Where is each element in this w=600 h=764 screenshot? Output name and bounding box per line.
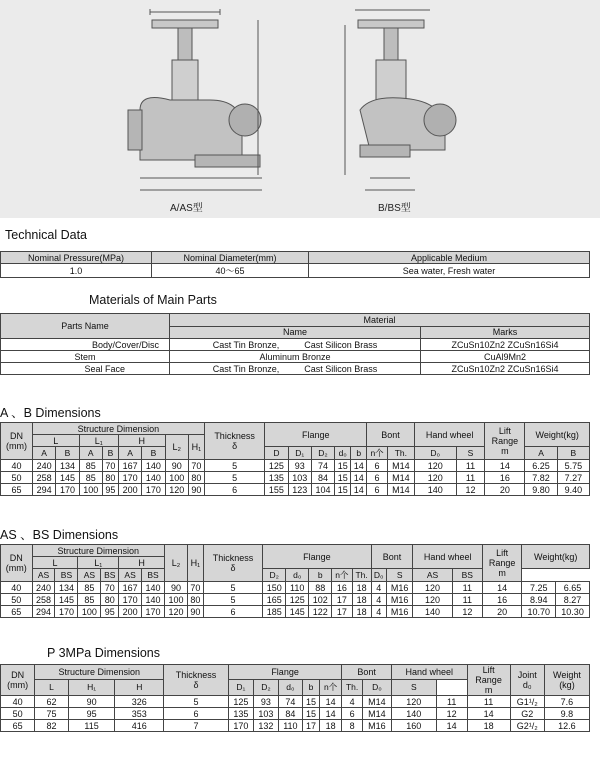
table-cell: 167 — [118, 460, 141, 472]
sub-header-cell: D₀ — [371, 569, 386, 582]
table-cell: 18 — [352, 606, 371, 618]
table-cell: 120 — [165, 484, 188, 496]
table-cell: 110 — [286, 582, 309, 594]
table-cell: 90 — [165, 460, 188, 472]
sub-header-cell: D₂ — [263, 569, 286, 582]
table-cell: 85 — [79, 460, 102, 472]
table-cell: 70 — [102, 460, 118, 472]
table-cell: 145 — [286, 606, 309, 618]
materials-table — [0, 313, 590, 375]
materials-row: Body/Cover/Disc Cast Tin Bronze, Cast Silicon Brass ZCuSn10Zn2 ZCuSn16Si4 — [1, 339, 590, 351]
sub-header-cell: BS — [142, 569, 165, 582]
table-cell: 11 — [452, 582, 482, 594]
table-cell: 6 — [204, 484, 264, 496]
table-cell: M16 — [386, 606, 413, 618]
table-cell: M14 — [387, 472, 414, 484]
sub-header-cell: D₀ — [362, 679, 391, 695]
dim-ab-title: A 、B Dimensions — [0, 406, 101, 420]
sub-header-cell: d₀ — [278, 679, 302, 695]
sub-header-cell: n个 — [320, 679, 342, 695]
table-cell: 95 — [68, 708, 115, 720]
table-cell: 90 — [68, 696, 115, 708]
table-cell: 20 — [482, 606, 521, 618]
table-cell: 100 — [79, 484, 102, 496]
table-cell: G2¹/₂ — [510, 720, 544, 732]
table-cell: 85 — [79, 472, 102, 484]
table-cell: 70 — [188, 460, 204, 472]
materials-row: Stem Aluminum Bronze CuAl9Mn2 — [1, 351, 590, 363]
table-cell: 134 — [56, 460, 79, 472]
table-cell: 95 — [102, 484, 118, 496]
table-cell: 170 — [55, 606, 78, 618]
sub-header-cell: BS — [101, 569, 119, 582]
table-cell: 6 — [203, 606, 262, 618]
table-cell: 4 — [342, 696, 363, 708]
sub-header-cell: B — [557, 447, 589, 460]
table-cell: 14 — [351, 484, 367, 496]
figure-caption-a-as: A/AS型 — [170, 203, 203, 214]
table-cell: 9.40 — [557, 484, 589, 496]
table-cell: 6 — [164, 708, 229, 720]
sub-header-cell: D₁ — [228, 679, 253, 695]
table-cell: 115 — [68, 720, 115, 732]
table-cell: G2 — [510, 708, 544, 720]
table-cell: 75 — [35, 708, 68, 720]
sub-header-cell: A — [525, 447, 557, 460]
table-cell: 170 — [228, 720, 253, 732]
sub-header-cell: b — [302, 679, 319, 695]
table-cell: 15 — [335, 460, 351, 472]
table-cell: 170 — [142, 484, 165, 496]
table-cell: 7.25 — [522, 582, 556, 594]
sub-header-cell: S — [391, 679, 436, 695]
table-cell: 135 — [228, 708, 253, 720]
table-cell: 200 — [119, 606, 142, 618]
table-cell: 140 — [414, 484, 456, 496]
table-cell: M16 — [386, 594, 413, 606]
table-cell: 84 — [311, 472, 334, 484]
th-nominal-diameter: Nominal Diameter(mm) — [152, 252, 309, 264]
table-cell: 6.25 — [525, 460, 557, 472]
table-cell: 120 — [414, 460, 456, 472]
table-cell: M14 — [362, 708, 391, 720]
table-cell: 294 — [32, 484, 55, 496]
valve-drawing-b-bs — [300, 0, 600, 200]
table-cell: 88 — [309, 582, 332, 594]
table-cell: 40 — [1, 582, 33, 594]
table-row — [1, 708, 590, 720]
table-cell: 12 — [436, 708, 467, 720]
table-cell: 102 — [309, 594, 332, 606]
table-cell: 170 — [56, 484, 79, 496]
table-cell: 12 — [456, 484, 485, 496]
th-material: Material — [170, 314, 590, 327]
table-cell: 18 — [352, 594, 371, 606]
sub-header-cell: n个 — [332, 569, 352, 582]
table-cell: 120 — [413, 582, 452, 594]
table-cell: 17 — [302, 720, 319, 732]
table-cell: 100 — [165, 472, 188, 484]
table-cell: 5 — [203, 594, 262, 606]
table-cell: 14 — [467, 708, 510, 720]
dim-ab-table: DN (mm) Structure Dimension Thickness δ Flange Bont Hand wheel Lift Range m Weight(kg) L L₁ H L₂ H₁ A B A B A B D D₁ D₂ d₀ b n个 Th. D₀ S A B 40 240 134 85 70 167 140 90 70 5 125 93 74 15 14 6 M14 120 11 14 6.25 5.75 50 258 145 85 80 170 140 100 80 5 135 103 84 15 14 6 M14 120 11 16 7.82 7.27 65 294 170 100 95 200 170 120 90 6 155 123 104 15 14 6 M14 140 12 20 9.80 9.40 — [0, 422, 590, 496]
sub-header-cell: L — [35, 679, 68, 695]
table-cell: 9.8 — [544, 708, 589, 720]
valve-drawing-figure — [0, 0, 600, 218]
table-row — [1, 484, 590, 496]
table-cell: 7.27 — [557, 472, 589, 484]
table-cell: 80 — [188, 472, 204, 484]
table-cell: 8.94 — [522, 594, 556, 606]
table-cell: M16 — [362, 720, 391, 732]
valve-drawing-a-as — [0, 0, 300, 200]
table-row — [1, 696, 590, 708]
table-cell: 5.75 — [557, 460, 589, 472]
table-cell: 16 — [332, 582, 352, 594]
table-cell: 93 — [253, 696, 278, 708]
table-cell: 74 — [278, 696, 302, 708]
table-cell: 16 — [485, 472, 525, 484]
table-cell: M16 — [386, 582, 413, 594]
table-cell: 11 — [436, 696, 467, 708]
table-cell: 6 — [367, 460, 388, 472]
table-cell: 85 — [78, 582, 101, 594]
table-cell: 14 — [351, 472, 367, 484]
table-cell: 40 — [1, 696, 35, 708]
cell-pressure: 1.0 — [1, 264, 152, 278]
table-row — [1, 594, 590, 606]
table-cell: 18 — [320, 720, 342, 732]
technical-data-title: Technical Data — [5, 228, 87, 242]
th-parts-name: Parts Name — [1, 314, 170, 339]
table-cell: 80 — [101, 594, 119, 606]
sub-header-cell: D₂ — [253, 679, 278, 695]
table-cell: 50 — [1, 472, 33, 484]
table-cell: 353 — [115, 708, 164, 720]
sub-header-cell: H — [115, 679, 164, 695]
table-cell: 6.65 — [556, 582, 590, 594]
table-cell: 120 — [165, 606, 188, 618]
table-cell: 150 — [263, 582, 286, 594]
table-cell: 416 — [115, 720, 164, 732]
table-cell: 5 — [164, 696, 229, 708]
table-row — [1, 606, 590, 618]
table-cell: 12.6 — [544, 720, 589, 732]
sub-header-cell: b — [351, 447, 367, 460]
table-cell: 90 — [188, 484, 204, 496]
table-cell: 15 — [302, 696, 319, 708]
table-cell: 140 — [142, 582, 165, 594]
table-cell: 17 — [332, 606, 352, 618]
sub-header-cell: Th. — [352, 569, 371, 582]
sub-header-cell: n个 — [367, 447, 388, 460]
table-cell: 8.27 — [556, 594, 590, 606]
table-cell: 7 — [164, 720, 229, 732]
table-cell: 160 — [391, 720, 436, 732]
table-cell: 104 — [311, 484, 334, 496]
table-cell: 14 — [320, 708, 342, 720]
figure-caption-b-bs: B/BS型 — [378, 203, 411, 214]
table-cell: 20 — [485, 484, 525, 496]
table-cell: 90 — [188, 606, 204, 618]
table-cell: 170 — [118, 472, 141, 484]
table-cell: 5 — [204, 472, 264, 484]
table-cell: 167 — [119, 582, 142, 594]
table-cell: 134 — [55, 582, 78, 594]
cell-diameter: 40～65 — [152, 264, 309, 278]
sub-header-cell: A — [32, 447, 55, 460]
table-row — [1, 582, 590, 594]
table-cell: 326 — [115, 696, 164, 708]
sub-header-cell: AS — [413, 569, 452, 582]
dim-asbs-table: DN (mm) Structure Dimension L₂ H₁ Thickness δ Flange Bont Hand wheel Lift Range m Weight(kg) L L₁ H AS BS AS BS AS BS D₂ d₀ b n个 Th. D₀ S AS BS 40 240 134 85 70 167 140 90 70 5 150 110 88 16 18 4 M16 120 11 14 7.25 6.65 50 258 145 85 80 170 140 100 80 5 165 125 102 17 18 4 M16 120 11 16 8.94 8.27 65 294 170 100 95 200 170 120 90 6 185 145 122 17 18 4 M16 140 12 20 10.70 10.30 — [0, 544, 590, 618]
materials-title: Materials of Main Parts — [89, 293, 217, 307]
table-cell: 258 — [32, 472, 55, 484]
sub-header-cell: S — [386, 569, 413, 582]
table-cell: 170 — [119, 594, 142, 606]
table-cell: 103 — [253, 708, 278, 720]
sub-header-cell: A — [79, 447, 102, 460]
table-cell: 10.70 — [522, 606, 556, 618]
th-nominal-pressure: Nominal Pressure(MPa) — [1, 252, 152, 264]
table-cell: 165 — [263, 594, 286, 606]
cell-medium: Sea water, Fresh water — [309, 264, 590, 278]
table-cell: 6 — [367, 472, 388, 484]
th-name: Name — [170, 326, 421, 339]
table-cell: 15 — [335, 484, 351, 496]
table-cell: 74 — [311, 460, 334, 472]
technical-data-table — [0, 251, 590, 278]
sub-header-cell: d₀ — [286, 569, 309, 582]
table-cell: M14 — [387, 460, 414, 472]
table-cell: 65 — [1, 484, 33, 496]
table-cell: 90 — [165, 582, 188, 594]
sub-header-cell: b — [309, 569, 332, 582]
table-cell: 100 — [165, 594, 188, 606]
table-cell: 70 — [188, 582, 204, 594]
sub-header-cell: Th. — [342, 679, 363, 695]
table-cell: 125 — [286, 594, 309, 606]
materials-row: Seal Face Cast Tin Bronze, Cast Silicon Brass ZCuSn10Zn2 ZCuSn16Si4 — [1, 363, 590, 375]
table-cell: 80 — [102, 472, 118, 484]
sub-header-cell: A — [118, 447, 141, 460]
table-cell: 5 — [203, 582, 262, 594]
table-cell: 145 — [55, 594, 78, 606]
th-applicable-medium: Applicable Medium — [309, 252, 590, 264]
table-cell: 7.82 — [525, 472, 557, 484]
th-marks: Marks — [421, 326, 590, 339]
table-cell: M14 — [387, 484, 414, 496]
sub-header-cell: S — [456, 447, 485, 460]
table-cell: 140 — [391, 708, 436, 720]
table-cell: 122 — [309, 606, 332, 618]
sub-header-cell: AS — [32, 569, 55, 582]
table-cell: 10.30 — [556, 606, 590, 618]
table-cell: 85 — [78, 594, 101, 606]
table-cell: 12 — [452, 606, 482, 618]
sub-header-cell: d₀ — [335, 447, 351, 460]
sub-header-cell: D₁ — [288, 447, 311, 460]
sub-header-cell: BS — [55, 569, 78, 582]
table-cell: 82 — [35, 720, 68, 732]
table-cell: 6 — [342, 708, 363, 720]
table-cell: 103 — [288, 472, 311, 484]
table-cell: 50 — [1, 708, 35, 720]
table-cell: 18 — [467, 720, 510, 732]
table-cell: 135 — [265, 472, 288, 484]
table-cell: 84 — [278, 708, 302, 720]
table-cell: 7.6 — [544, 696, 589, 708]
table-cell: 11 — [452, 594, 482, 606]
table-cell: 294 — [32, 606, 55, 618]
table-cell: 14 — [436, 720, 467, 732]
table-cell: M14 — [362, 696, 391, 708]
sub-header-cell: Th. — [387, 447, 414, 460]
sub-header-cell: BS — [452, 569, 482, 582]
dim-p-table: DN (mm) Structure Dimension Thickness δ Flange Bont Hand wheel Lift Range m Joint d₀ Weight (kg) L H₁ H D₁ D₂ d₀ b n个 Th. D₀ S 40 62 90 326 5 125 93 74 15 14 4 M14 120 11 11 G1¹/₂ 7.6 50 75 95 353 6 135 103 84 15 14 6 M14 140 12 14 G2 9.8 65 82 115 416 7 170 132 110 17 18 8 M16 160 14 18 G2¹/₂ 12.6 — [0, 664, 590, 732]
table-cell: 110 — [278, 720, 302, 732]
sub-header-cell: B — [142, 447, 165, 460]
table-cell: 14 — [320, 696, 342, 708]
table-cell: 140 — [142, 460, 165, 472]
table-row — [1, 472, 590, 484]
table-cell: 185 — [263, 606, 286, 618]
table-cell: 40 — [1, 460, 33, 472]
sub-header-cell: D₂ — [311, 447, 334, 460]
table-cell: 125 — [265, 460, 288, 472]
sub-header-cell: D₀ — [414, 447, 456, 460]
sub-header-cell: D — [265, 447, 288, 460]
sub-header-cell: AS — [78, 569, 101, 582]
table-cell: 11 — [456, 472, 485, 484]
table-cell: 155 — [265, 484, 288, 496]
table-cell: 123 — [288, 484, 311, 496]
table-cell: 11 — [456, 460, 485, 472]
table-cell: 200 — [118, 484, 141, 496]
table-row — [1, 720, 590, 732]
table-row — [1, 460, 590, 472]
table-cell: 120 — [391, 696, 436, 708]
table-cell: 145 — [56, 472, 79, 484]
table-cell: 14 — [485, 460, 525, 472]
dim-p-title: P 3MPa Dimensions — [47, 646, 161, 660]
table-cell: 14 — [351, 460, 367, 472]
sub-header-cell: B — [102, 447, 118, 460]
table-cell: 8 — [342, 720, 363, 732]
sub-header-cell: AS — [119, 569, 142, 582]
table-cell: 9.80 — [525, 484, 557, 496]
table-cell: 120 — [413, 594, 452, 606]
table-cell: 80 — [188, 594, 204, 606]
table-cell: 100 — [78, 606, 101, 618]
table-cell: 240 — [32, 460, 55, 472]
table-cell: 17 — [332, 594, 352, 606]
table-cell: G1¹/₂ — [510, 696, 544, 708]
table-cell: 65 — [1, 606, 33, 618]
table-cell: 93 — [288, 460, 311, 472]
table-cell: 6 — [367, 484, 388, 496]
table-cell: 120 — [414, 472, 456, 484]
table-cell: 4 — [371, 582, 386, 594]
dim-asbs-title: AS 、BS Dimensions — [0, 528, 119, 542]
table-cell: 95 — [101, 606, 119, 618]
sub-header-cell: H₁ — [68, 679, 115, 695]
table-cell: 18 — [352, 582, 371, 594]
table-cell: 65 — [1, 720, 35, 732]
table-cell: 140 — [413, 606, 452, 618]
table-cell: 15 — [335, 472, 351, 484]
table-cell: 240 — [32, 582, 55, 594]
table-cell: 258 — [32, 594, 55, 606]
sub-header-cell: B — [56, 447, 79, 460]
table-cell: 125 — [228, 696, 253, 708]
table-cell: 50 — [1, 594, 33, 606]
table-cell: 4 — [371, 606, 386, 618]
table-cell: 11 — [467, 696, 510, 708]
table-cell: 132 — [253, 720, 278, 732]
table-cell: 170 — [142, 606, 165, 618]
table-cell: 140 — [142, 472, 165, 484]
table-cell: 140 — [142, 594, 165, 606]
table-cell: 70 — [101, 582, 119, 594]
table-cell: 14 — [482, 582, 521, 594]
table-cell: 5 — [204, 460, 264, 472]
table-cell: 16 — [482, 594, 521, 606]
table-cell: 4 — [371, 594, 386, 606]
table-cell: 62 — [35, 696, 68, 708]
table-cell: 15 — [302, 708, 319, 720]
